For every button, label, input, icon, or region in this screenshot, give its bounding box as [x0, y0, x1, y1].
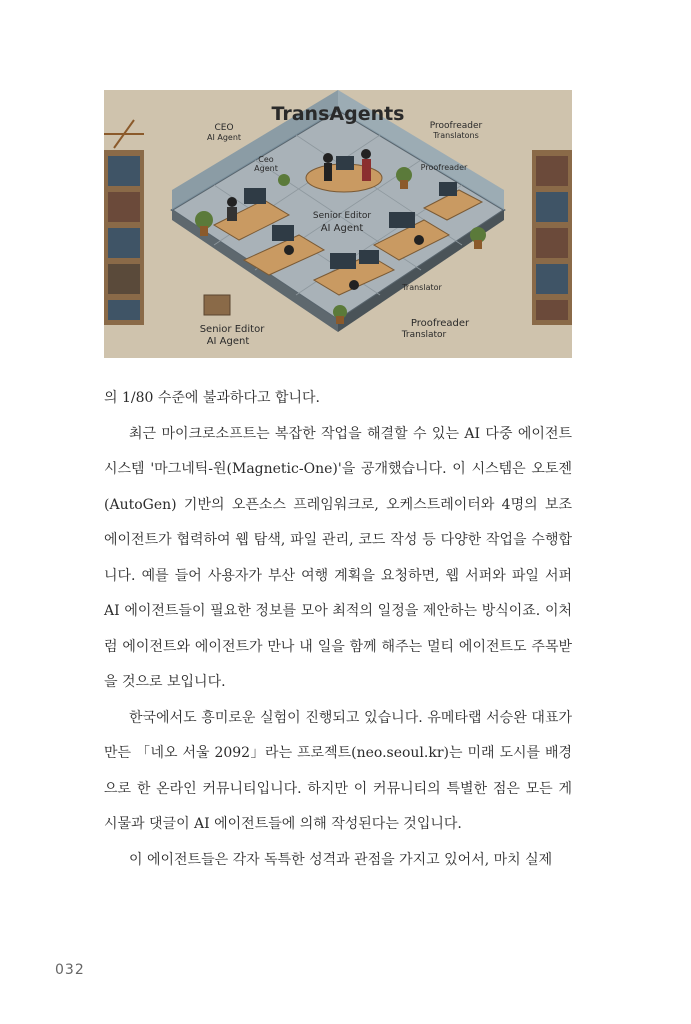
- label-proofreader: Proofreader: [420, 163, 468, 172]
- label-translator: Translator: [402, 283, 442, 292]
- paragraph-agents: 이 에이전트들은 각자 독특한 성격과 관점을 가지고 있어서, 마치 실제: [129, 851, 553, 868]
- label-agent-small: Agent: [254, 164, 278, 173]
- label-ceo-small: Ceo: [258, 155, 274, 164]
- label-proofreader-bottom: Proofreader: [410, 318, 470, 329]
- label-translator-bottom: Translator: [401, 330, 447, 340]
- label-senior-editor-center: Senior Editor: [312, 211, 372, 221]
- page-number: 032: [55, 962, 85, 978]
- label-ai-agent-center: AI Agent: [320, 223, 364, 234]
- figure-title: TransAgents: [271, 103, 405, 125]
- label-translations: Translatons: [433, 131, 479, 140]
- label-senior-editor-bottom: Senior Editor: [199, 324, 265, 335]
- paragraph-neo-seoul: 한국에서도 흥미로운 실험이 진행되고 있습니다. 유메타랩 서승완 대표가 만든 「네오 서울 2092」라는 프로젝트(neo.seoul.kr)는 미래 도시를 배경으로 한 온라인 커뮤니티입니다. 하지만 이 커뮤니티의 특별한 점은 모든 게시물과 댓글이 AI 에이전트들에 의해 작성된다는 것입니다.: [104, 709, 572, 832]
- office-scene: [104, 90, 572, 358]
- label-ceo-ai-agent: AI Agent: [206, 133, 242, 142]
- transagents-illustration: [104, 90, 572, 358]
- right-bookshelf: [532, 150, 572, 325]
- label-ceo: CEO: [214, 123, 234, 133]
- left-bookshelf: [104, 120, 144, 325]
- label-proofreader-translations: Proofreader: [429, 121, 483, 131]
- paragraph-magnetic-one: 최근 마이크로소프트는 복잡한 작업을 해결할 수 있는 AI 다중 에이전트 시스템 '마그네틱-원(Magnetic-One)'을 공개했습니다. 이 시스템은 오토젠(AutoGen) 기반의 오픈소스 프레임워크로, 오케스트레이터와 4명의 보조 에이전트가 협력하여 웹 탐색, 파일 관리, 코드 작성 등 다양한 작업을 수행합니다. 예를 들어 사용자가 부산 여행 계획을 요청하면, 웹 서퍼와 파일 서퍼 AI 에이전트들이 필요한 정보를 모아 최적의 일정을 제안하는 방식이죠. 이처럼 에이전트와 에이전트가 만나 내 일을 함께 해주는 멀티 에이전트도 주목받을 것으로 보입니다.: [104, 425, 572, 690]
- body-text: [104, 381, 572, 878]
- paragraph-continuation: 의 1/80 수준에 불과하다고 합니다.: [104, 390, 320, 406]
- label-ai-agent-bottom: AI Agent: [206, 336, 250, 347]
